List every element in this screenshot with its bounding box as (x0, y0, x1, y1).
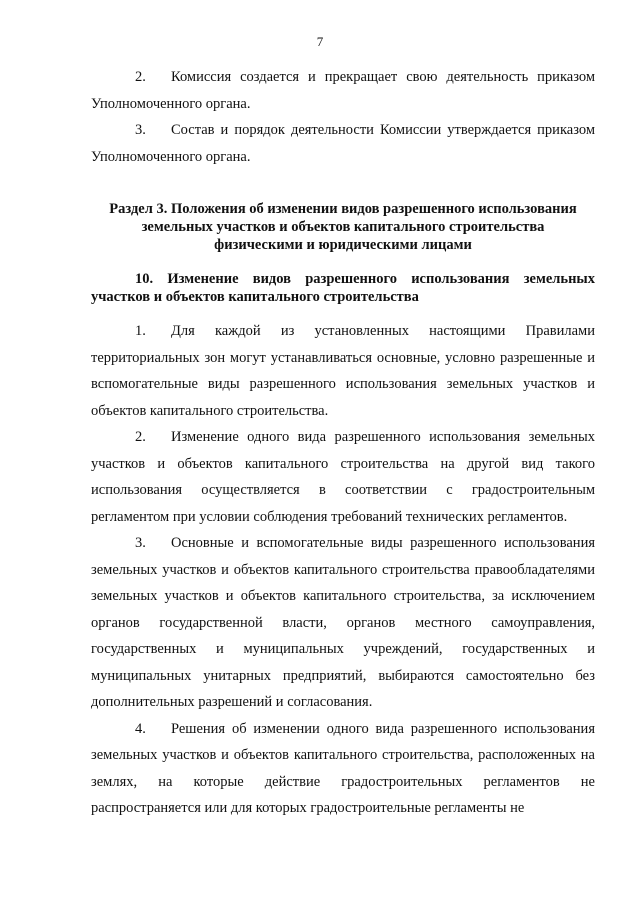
main-paragraphs (91, 318, 595, 822)
paragraph-number: 4. (135, 720, 146, 737)
paragraph-text: Основные и вспомогательные виды разрешенного использования земельных участков и объектов капитального строительства правообладателями земельных участков и объектов капитального строительства, за исключением органов государственной власти, органов местного самоуправления, государственных и муниципальных учреждений, государственных и муниципальных унитарных предприятий, выбираются самостоятельно без дополнительных разрешений и согласования. (91, 535, 595, 710)
paragraph-text: Для каждой из установленных настоящими Правилами территориальных зон могут устанавливаться основные, условно разрешенные и вспомогательные виды разрешенного использования земельных участков и объектов капитального строительства. (91, 323, 595, 419)
paragraph-text: Комиссия создается и прекращает свою деятельность приказом Уполномоченного органа. (91, 69, 595, 112)
paragraph-number: 2. (135, 69, 146, 85)
paragraph (91, 318, 595, 424)
paragraph (91, 716, 595, 822)
section-heading (91, 200, 595, 254)
page-number: 7 (316, 34, 324, 49)
paragraph-number: 2. (135, 429, 146, 445)
paragraph (91, 117, 595, 170)
section-heading-line: физическими и юридическими лицами (214, 237, 472, 253)
section-heading-line: земельных участков и объектов капитального строительства (141, 219, 545, 235)
paragraph-number: 3. (135, 122, 146, 138)
paragraph (91, 64, 595, 117)
paragraph-text: Изменение одного вида разрешенного использования земельных участков и объектов капитального строительства на другой вид такого использования осуществляется в соответствии с градостроительным регламентом при условии соблюдения требований технических регламентов. (91, 429, 595, 525)
paragraph-text: Решения об изменении одного вида разрешенного использования земельных участков и объектов капитального строительства, расположенных на землях, на которые действие градостроительных регламентов не распространяется или для которых градостроительные регламенты не (91, 720, 595, 816)
paragraph-text: Состав и порядок деятельности Комиссии утверждается приказом Уполномоченного органа. (91, 122, 595, 165)
top-paragraphs (91, 64, 595, 170)
paragraph (91, 530, 595, 716)
article-heading: 10. Изменение видов разрешенного использования земельных участков и объектов капитального строительства (91, 271, 595, 305)
paragraph (91, 424, 595, 530)
section-heading-line: Раздел 3. Положения об изменении видов разрешенного использования (109, 201, 577, 217)
paragraph-number: 1. (135, 323, 146, 339)
paragraph-number: 3. (135, 535, 146, 551)
